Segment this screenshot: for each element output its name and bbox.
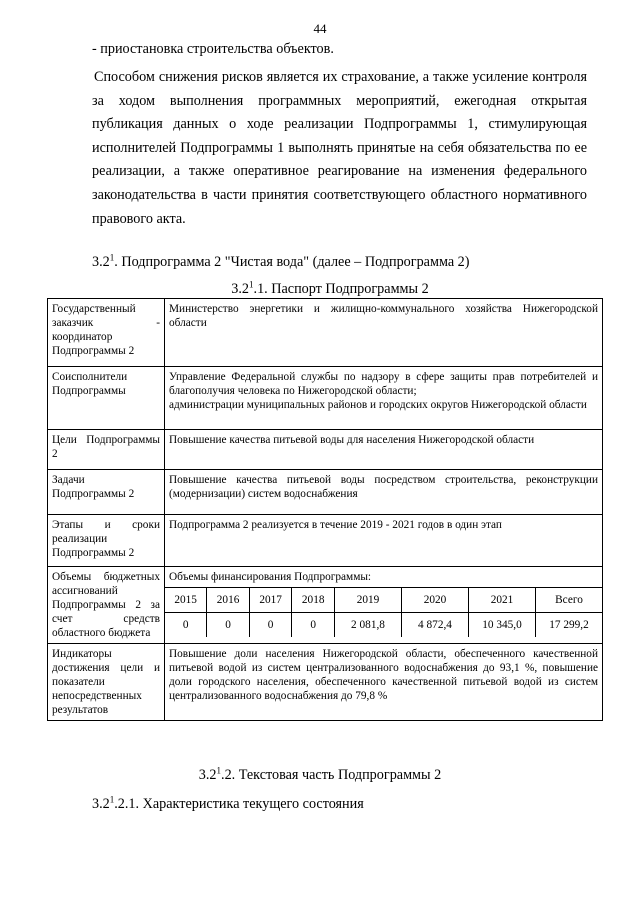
year-cell: 2015 (165, 588, 207, 613)
passport-heading-sup: 1 (249, 279, 254, 290)
budget-years-row (165, 588, 602, 613)
passport-heading (0, 279, 640, 299)
tasks-value: Повышение качества питьевой воды посредством строительства, реконструкции (модернизации) систем водоснабжения (165, 470, 603, 515)
year-cell: 2017 (249, 588, 292, 613)
table-row (48, 470, 603, 515)
text-part-heading (0, 765, 640, 785)
budget-value (165, 567, 603, 644)
characteristic-heading-prefix: 3.2 (92, 796, 110, 812)
budget-title: Объемы финансирования Подпрограммы: (169, 571, 372, 583)
goals-label: Цели Подпрограммы 2 (48, 430, 165, 470)
value-cell: 17 299,2 (536, 613, 603, 638)
section-heading-prefix: 3.2 (92, 254, 110, 270)
coexec-value-2: администрации муниципальных районов и городских округов Нижегородской области (169, 399, 587, 411)
value-cell: 2 081,8 (335, 613, 402, 638)
goals-value: Повышение качества питьевой воды для населения Нижегородской области (165, 430, 603, 470)
value-cell: 0 (292, 613, 335, 638)
table-row (48, 567, 603, 644)
text-part-heading-rest: .2. Текстовая часть Подпрограммы 2 (221, 767, 442, 783)
year-cell: 2016 (207, 588, 250, 613)
value-cell: 0 (165, 613, 207, 638)
value-cell: 0 (249, 613, 292, 638)
section-heading (92, 252, 469, 272)
characteristic-heading (92, 794, 364, 814)
stages-value: Подпрограмма 2 реализуется в течение 2019 - 2021 годов в один этап (165, 515, 603, 567)
table-row (48, 644, 603, 721)
year-cell: 2020 (402, 588, 469, 613)
customer-label: Государственный заказчик - координатор Подпрограммы 2 (48, 299, 165, 367)
coexec-value-1: Управление Федеральной службы по надзору в сфере защиты прав потребителей и благополучия человека по Нижегородской области; (169, 371, 598, 397)
table-row (48, 367, 603, 430)
bullet-line (92, 38, 587, 62)
passport-heading-prefix: 3.2 (231, 281, 250, 297)
year-cell: Всего (536, 588, 603, 613)
coexec-value (165, 367, 603, 430)
table-row (48, 299, 603, 367)
section-heading-sup: 1 (109, 252, 115, 263)
year-cell: 2019 (335, 588, 402, 613)
characteristic-heading-sup: 1 (109, 794, 115, 805)
budget-values-row (165, 613, 602, 638)
characteristic-heading-rest: .2.1. Характеристика текущего состояния (114, 796, 364, 812)
year-cell: 2021 (469, 588, 536, 613)
table-row (48, 515, 603, 567)
budget-label: Объемы бюджетных ассигнований Подпрограммы 2 за счет средств областного бюджета (48, 567, 165, 644)
value-cell: 10 345,0 (469, 613, 536, 638)
bullet-text: - приостановка строительства объектов. (92, 41, 334, 57)
text-part-heading-prefix: 3.2 (198, 767, 217, 783)
passport-table (47, 298, 603, 721)
year-cell: 2018 (292, 588, 335, 613)
section-heading-rest: . Подпрограмма 2 "Чистая вода" (далее – Подпрограмма 2) (114, 254, 470, 270)
page-number: 44 (313, 21, 327, 36)
indicators-value: Повышение доли населения Нижегородской области, обеспеченного качественной питьевой водой из систем централизованного водоснабжения до 93,1 %, повышение доли городского населения, обеспеченного качественной питьевой водой из систем централизованного водоснабжения до 79,8 % (165, 644, 603, 721)
coexec-label: Соисполнители Подпрограммы (48, 367, 165, 430)
body-paragraph (92, 66, 587, 231)
passport-heading-rest: .1. Паспорт Подпрограммы 2 (253, 281, 429, 297)
customer-value: Министерство энергетики и жилищно-коммунального хозяйства Нижегородской области (165, 299, 603, 367)
value-cell: 0 (207, 613, 250, 638)
text-part-heading-sup: 1 (216, 765, 222, 776)
table-row (48, 430, 603, 470)
budget-table (165, 587, 602, 637)
stages-label: Этапы и сроки реализации Подпрограммы 2 (48, 515, 165, 567)
indicators-label: Индикаторы достижения цели и показатели непосредственных результатов (48, 644, 165, 721)
paragraph-text: Способом снижения рисков является их страхование, а также усиление контроля за ходом выполнения программных мероприятий, ежегодная открытая публикация данных о ходе реализации Подпрограммы 1, стимулирующая исполнителей Подпрограммы 1 выполнять принятые на себя обязательства по ее реализации, а также оперативное реагирование на изменения федерального законодательства в части принятия соответствующего областного нормативного правового акта. (92, 69, 587, 227)
tasks-label: Задачи Подпрограммы 2 (48, 470, 165, 515)
value-cell: 4 872,4 (402, 613, 469, 638)
